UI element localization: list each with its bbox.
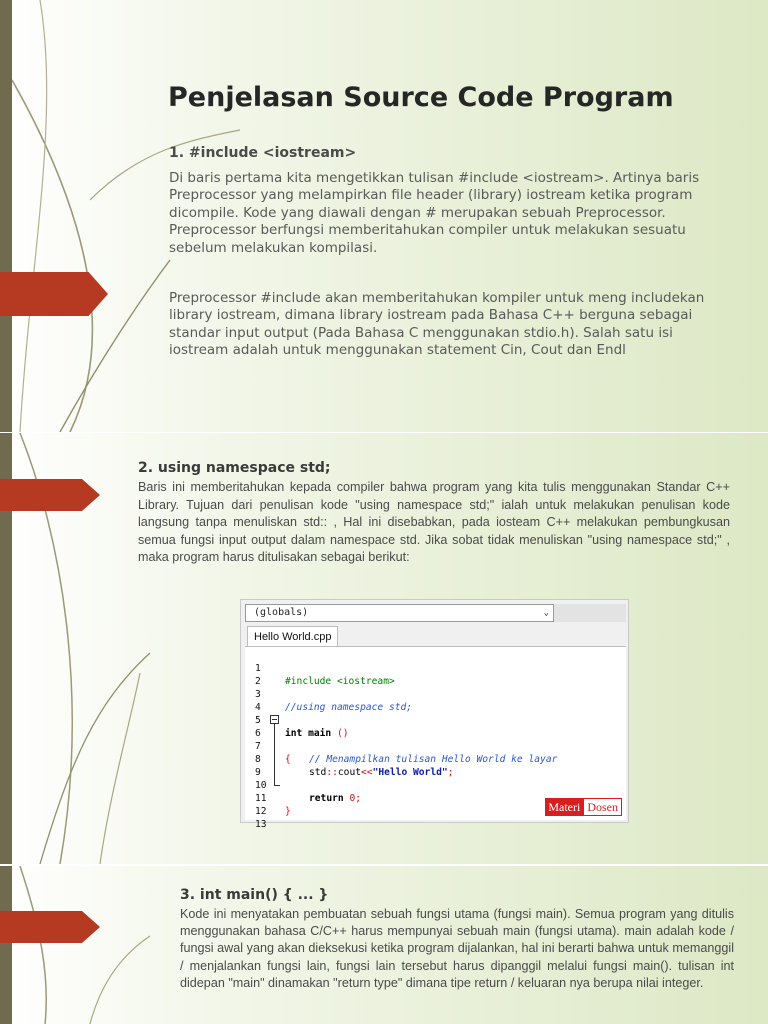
section-heading: 2. using namespace std; bbox=[138, 460, 331, 476]
line-number: 8 bbox=[255, 754, 261, 765]
line-number: 7 bbox=[255, 741, 261, 752]
code-text: } bbox=[285, 806, 291, 817]
line-number: 3 bbox=[255, 689, 261, 700]
code-text: return 0; bbox=[309, 793, 361, 804]
scope-select-value: (globals) bbox=[254, 607, 309, 618]
code-line bbox=[245, 675, 626, 713]
line-number: 13 bbox=[255, 819, 267, 830]
tab-hello-world-cpp: Hello World.cpp bbox=[247, 626, 338, 647]
code-editor-screenshot bbox=[240, 599, 629, 830]
slide-title: Penjelasan Source Code Program bbox=[168, 82, 674, 113]
section-paragraph: Di baris pertama kita mengetikkan tulisan #include <iostream>. Artinya baris Preprocessor yang melampirkan file header (library) iostream ketika program dicompile. Kode yang diawali dengan # merupakan sebuah Preprocessor. Preprocessor berfungsi memberitahukan compiler untuk melakukan sesuatu sebelum melakukan kompilasi. bbox=[169, 170, 700, 256]
code-line bbox=[245, 701, 626, 739]
section-heading: 1. #include <iostream> bbox=[169, 145, 357, 161]
code-line bbox=[245, 727, 626, 765]
accent-arrow bbox=[0, 272, 108, 316]
code-text: int main () bbox=[285, 728, 349, 739]
line-number: 4 bbox=[255, 702, 261, 713]
line-number: 9 bbox=[255, 767, 261, 778]
code-text: { bbox=[285, 754, 291, 765]
scope-select bbox=[245, 604, 554, 622]
line-number: 12 bbox=[255, 806, 267, 817]
code-text: std::cout<<"Hello World"; bbox=[309, 767, 454, 778]
accent-arrow bbox=[0, 911, 100, 943]
fold-guide-line bbox=[274, 724, 275, 785]
toolbar-strip bbox=[554, 604, 626, 622]
section-heading: 3. int main() { ... } bbox=[180, 887, 329, 903]
line-number: 2 bbox=[255, 676, 261, 687]
code-text: //using namespace std; bbox=[285, 702, 413, 713]
materidosen-logo: Materi Dosen bbox=[545, 798, 622, 816]
fold-guide-end bbox=[274, 785, 280, 786]
code-line bbox=[245, 649, 626, 687]
slide-3 bbox=[0, 866, 768, 1024]
line-number: 10 bbox=[255, 780, 267, 791]
section-paragraph: Kode ini menyatakan pembuatan sebuah fungsi utama (fungsi main). Semua program yang ditulis menggunakan bahasa C/C++ harus mempunyai sebuah main (fungsi utama). main adalah kode / fungsi awal yang akan dieksekusi ketika program dijalankan, hal ini berarti bahwa untuk memanggil / menjalankan fungsi lain, fungsi lain tersebut harus dipanggil melalui fungsi main(). tulisan int didepan "main" dinamakan "return type" dimana tipe return / keluaran nya berupa nilai integer. bbox=[180, 907, 734, 990]
section-paragraph: Baris ini memberitahukan kepada compiler bahwa program yang kita tulis menggunakan Standar C++ Library. Tujuan dari penulisan kode "using namespace std;" ialah untuk melakukan penulisan kode langsung tanpa menuliskan std:: , Hal ini disebabkan, pada iosteam C++ melakukan pembungkusan semua fungsi input output dalam namespace std. Jika sobat tidak menuliskan "using namespace std;" , maka program harus ditulisakan sebagai berikut: bbox=[138, 480, 730, 565]
collapse-icon[interactable] bbox=[270, 715, 279, 724]
line-number: 5 bbox=[255, 715, 261, 726]
line-number: 1 bbox=[255, 663, 261, 674]
code-area bbox=[245, 646, 626, 830]
chevron-down-icon: ⌄ bbox=[543, 608, 549, 618]
line-number: 11 bbox=[255, 793, 267, 804]
accent-arrow bbox=[0, 479, 100, 511]
code-text: // Menampilkan tulisan Hello World ke layar bbox=[309, 754, 558, 765]
code-text: #include <iostream> bbox=[285, 676, 395, 687]
section-paragraph: Preprocessor #include akan memberitahukan kompiler untuk meng includekan library iostream, dimana library iostream pada Bahasa C++ berguna sebagai standar input output (Pada Bahasa C menggunakan stdio.h). Salah satu isi iostream adalah untuk menggunakan statement Cin, Cout dan Endl bbox=[169, 290, 705, 359]
slide-1 bbox=[0, 0, 768, 432]
line-number: 6 bbox=[255, 728, 261, 739]
slide-2 bbox=[0, 433, 768, 864]
